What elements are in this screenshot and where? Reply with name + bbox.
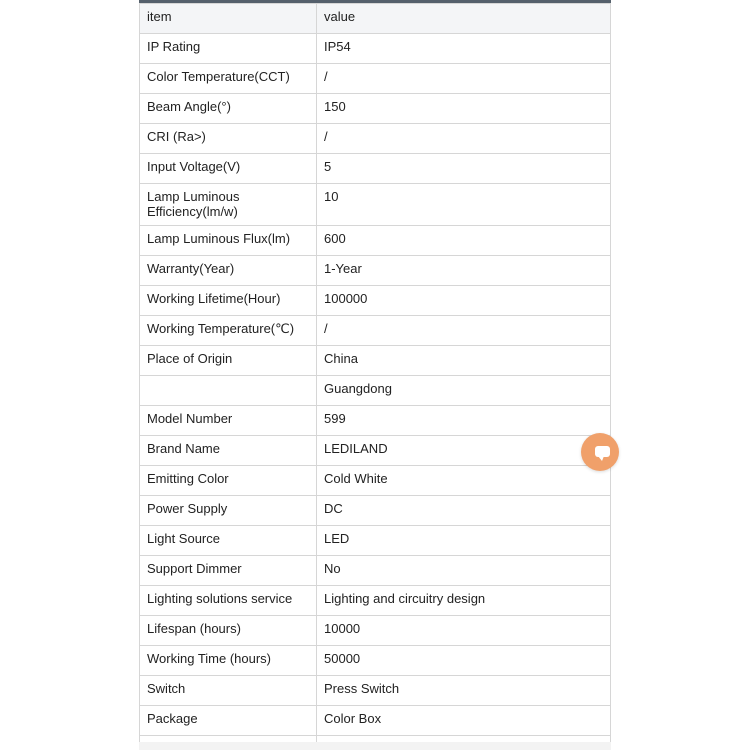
row-item: Color Temperature(CCT) — [140, 64, 317, 94]
table-row — [140, 466, 611, 496]
row-item: Place of Origin — [140, 346, 317, 376]
table-row — [140, 376, 611, 406]
row-item: Emitting Color — [140, 466, 317, 496]
left-margin — [0, 0, 139, 750]
table-row — [140, 436, 611, 466]
table-row — [140, 616, 611, 646]
table-row — [140, 94, 611, 124]
row-item: Input Voltage(V) — [140, 154, 317, 184]
table-row — [140, 586, 611, 616]
row-value: LEDILAND — [317, 436, 611, 466]
table-row — [140, 346, 611, 376]
table-row — [140, 256, 611, 286]
header-item: item — [140, 4, 317, 34]
row-value: 599 — [317, 406, 611, 436]
row-value: / — [317, 124, 611, 154]
table-row — [140, 226, 611, 256]
row-item: Power Supply — [140, 496, 317, 526]
table-row — [140, 124, 611, 154]
row-item: Package — [140, 706, 317, 736]
table-row — [140, 286, 611, 316]
row-value: / — [317, 64, 611, 94]
row-value: 600 — [317, 226, 611, 256]
row-item: Brand Name — [140, 436, 317, 466]
row-item: Warranty(Year) — [140, 256, 317, 286]
table-row — [140, 154, 611, 184]
row-value: / — [317, 316, 611, 346]
row-item: Lamp Luminous Flux(lm) — [140, 226, 317, 256]
row-item: Working Temperature(℃) — [140, 316, 317, 346]
row-value: Cold White — [317, 466, 611, 496]
table-row — [140, 184, 611, 226]
row-value: 10 — [317, 184, 611, 226]
table-row — [140, 496, 611, 526]
row-value: IP54 — [317, 34, 611, 64]
row-item: Switch — [140, 676, 317, 706]
row-item: IP Rating — [140, 34, 317, 64]
table-row — [140, 646, 611, 676]
right-margin — [611, 0, 750, 750]
table-row — [140, 676, 611, 706]
spec-table — [139, 3, 611, 750]
table-header-row — [140, 4, 611, 34]
row-value: 150 — [317, 94, 611, 124]
row-value: Color Box — [317, 706, 611, 736]
row-value: 10000 — [317, 616, 611, 646]
table-row — [140, 526, 611, 556]
chat-bubble-icon — [595, 446, 610, 457]
row-value: 50000 — [317, 646, 611, 676]
row-item: CRI (Ra>) — [140, 124, 317, 154]
row-value: 5 — [317, 154, 611, 184]
table-row — [140, 556, 611, 586]
row-value: LED — [317, 526, 611, 556]
row-value: Guangdong — [317, 376, 611, 406]
row-value: China — [317, 346, 611, 376]
row-item: Model Number — [140, 406, 317, 436]
content-bottom — [139, 742, 611, 750]
table-row — [140, 34, 611, 64]
table-row — [140, 406, 611, 436]
table-row — [140, 316, 611, 346]
row-item — [140, 376, 317, 406]
row-value: 100000 — [317, 286, 611, 316]
row-value: 1-Year — [317, 256, 611, 286]
row-item: Working Time (hours) — [140, 646, 317, 676]
row-value: Press Switch — [317, 676, 611, 706]
row-item: Working Lifetime(Hour) — [140, 286, 317, 316]
table-row — [140, 706, 611, 736]
row-value: No — [317, 556, 611, 586]
header-value: value — [317, 4, 611, 34]
row-item: Beam Angle(°) — [140, 94, 317, 124]
row-item: Lighting solutions service — [140, 586, 317, 616]
row-item: Lifespan (hours) — [140, 616, 317, 646]
row-item: Support Dimmer — [140, 556, 317, 586]
row-value: DC — [317, 496, 611, 526]
row-item: Lamp Luminous Efficiency(lm/w) — [140, 184, 317, 226]
table-row — [140, 64, 611, 94]
row-value: Lighting and circuitry design — [317, 586, 611, 616]
row-item: Light Source — [140, 526, 317, 556]
chat-button[interactable] — [581, 433, 619, 471]
